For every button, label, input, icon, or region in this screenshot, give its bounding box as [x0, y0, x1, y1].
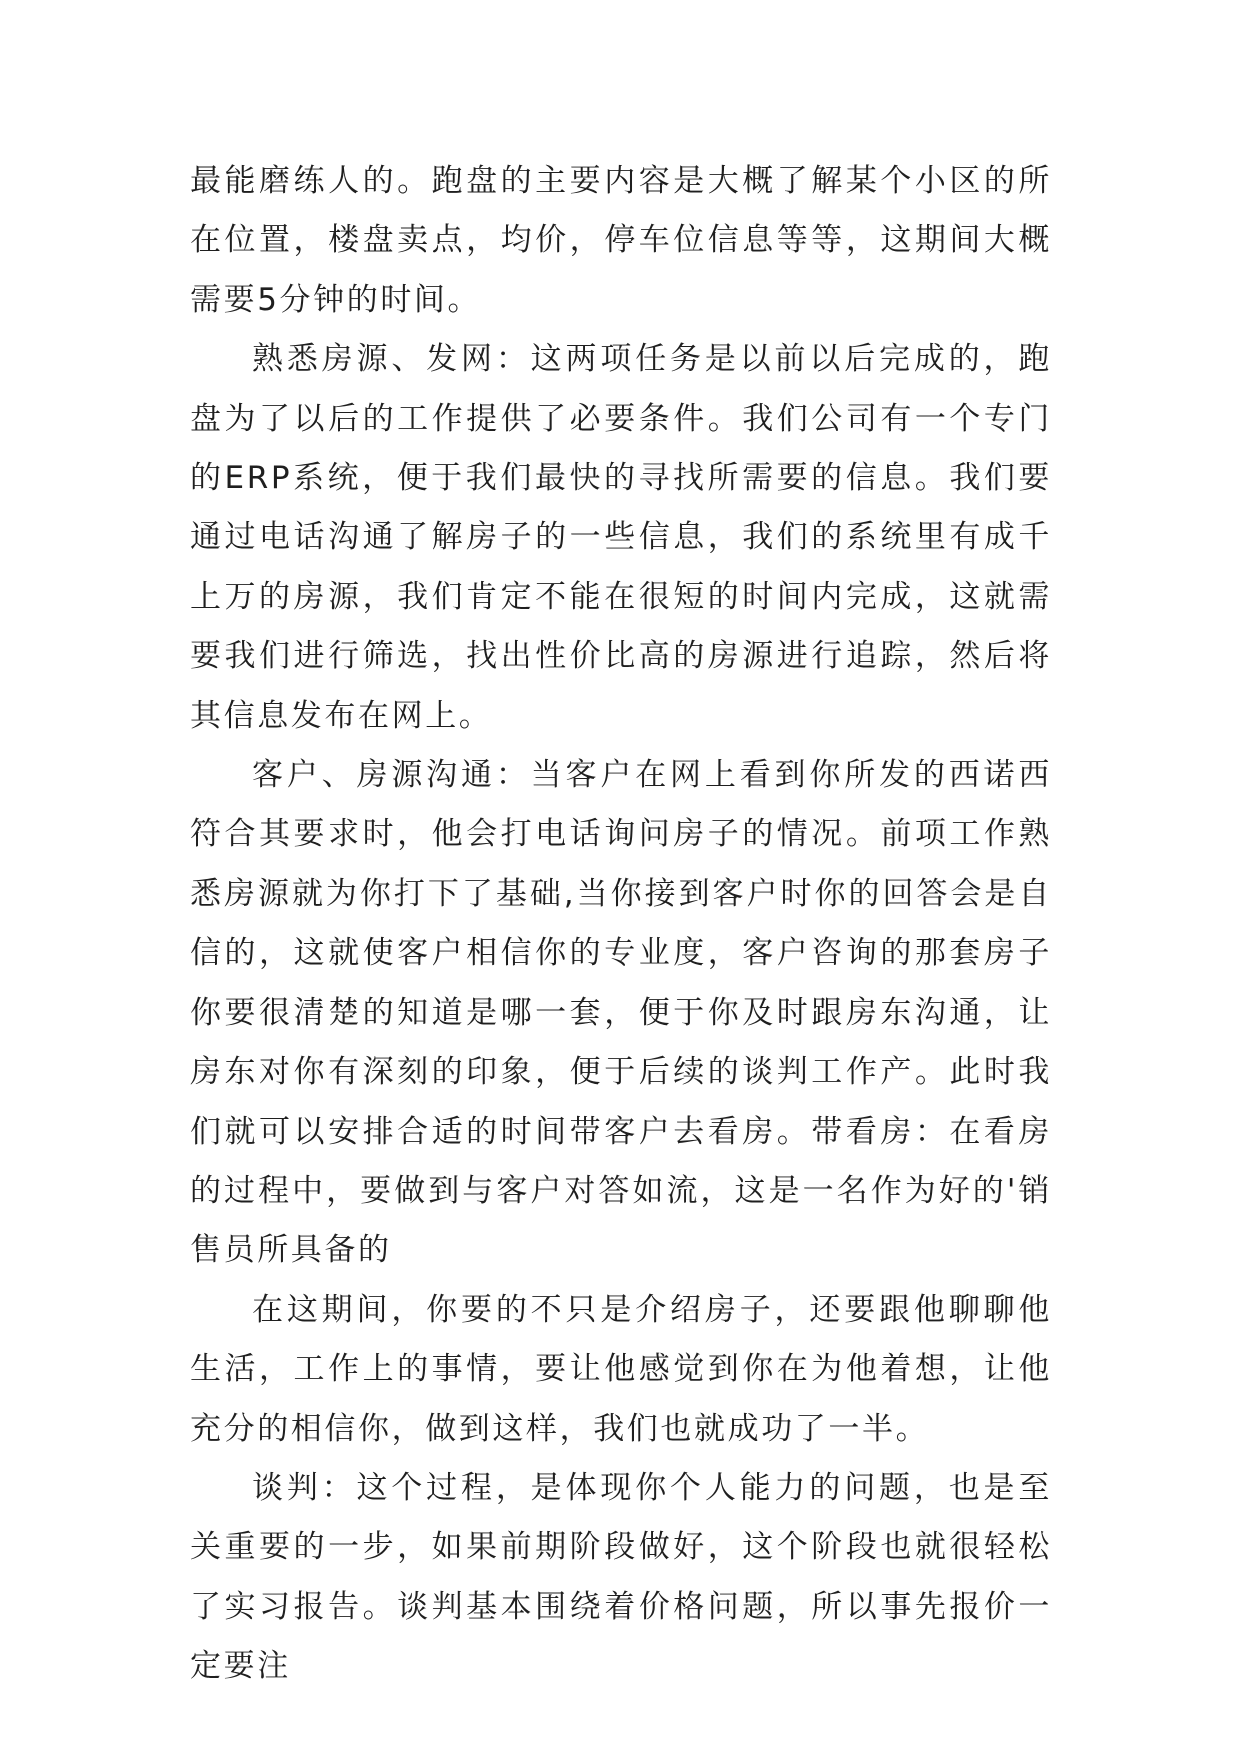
- paragraph-3: 客户、房源沟通：当客户在网上看到你所发的西诺西符合其要求时，他会打电话询问房子的情况。前项工作熟悉房源就为你打下了基础,当你接到客户时你的回答会是自信的，这就使客户相信你的专业度，客户咨询的那套房子你要很清楚的知道是哪一套，便于你及时跟房东沟通，让房东对你有深刻的印象，便于后续的谈判工作产。此时我们就可以安排合适的时间带客户去看房。带看房：在看房的过程中，要做到与客户对答如流，这是一名作为好的'销售员所具备的: [190, 757, 1052, 1269]
- paragraph-5: 谈判：这个过程，是体现你个人能力的问题，也是至关重要的一步，如果前期阶段做好，这个阶段也就很轻松了实习报告。谈判基本围绕着价格问题，所以事先报价一定要注: [190, 1469, 1052, 1685]
- paragraph-4: 在这期间，你要的不只是介绍房子，还要跟他聊聊他生活，工作上的事情，要让他感觉到你在为他着想，让他充分的相信你，做到这样，我们也就成功了一半。: [190, 1291, 1052, 1447]
- paragraph-2: 熟悉房源、发网：这两项任务是以前以后完成的，跑盘为了以后的工作提供了必要条件。我们公司有一个专门的ERP系统，便于我们最快的寻找所需要的信息。我们要通过电话沟通了解房子的一些信息，我们的系统里有成千上万的房源，我们肯定不能在很短的时间内完成，这就需要我们进行筛选，找出性价比高的房源进行追踪，然后将其信息发布在网上。: [190, 341, 1052, 734]
- paragraph-1: 最能磨练人的。跑盘的主要内容是大概了解某个小区的所在位置，楼盘卖点，均价，停车位信息等等，这期间大概需要5分钟的时间。: [190, 163, 1052, 318]
- body-text: [190, 152, 1052, 1697]
